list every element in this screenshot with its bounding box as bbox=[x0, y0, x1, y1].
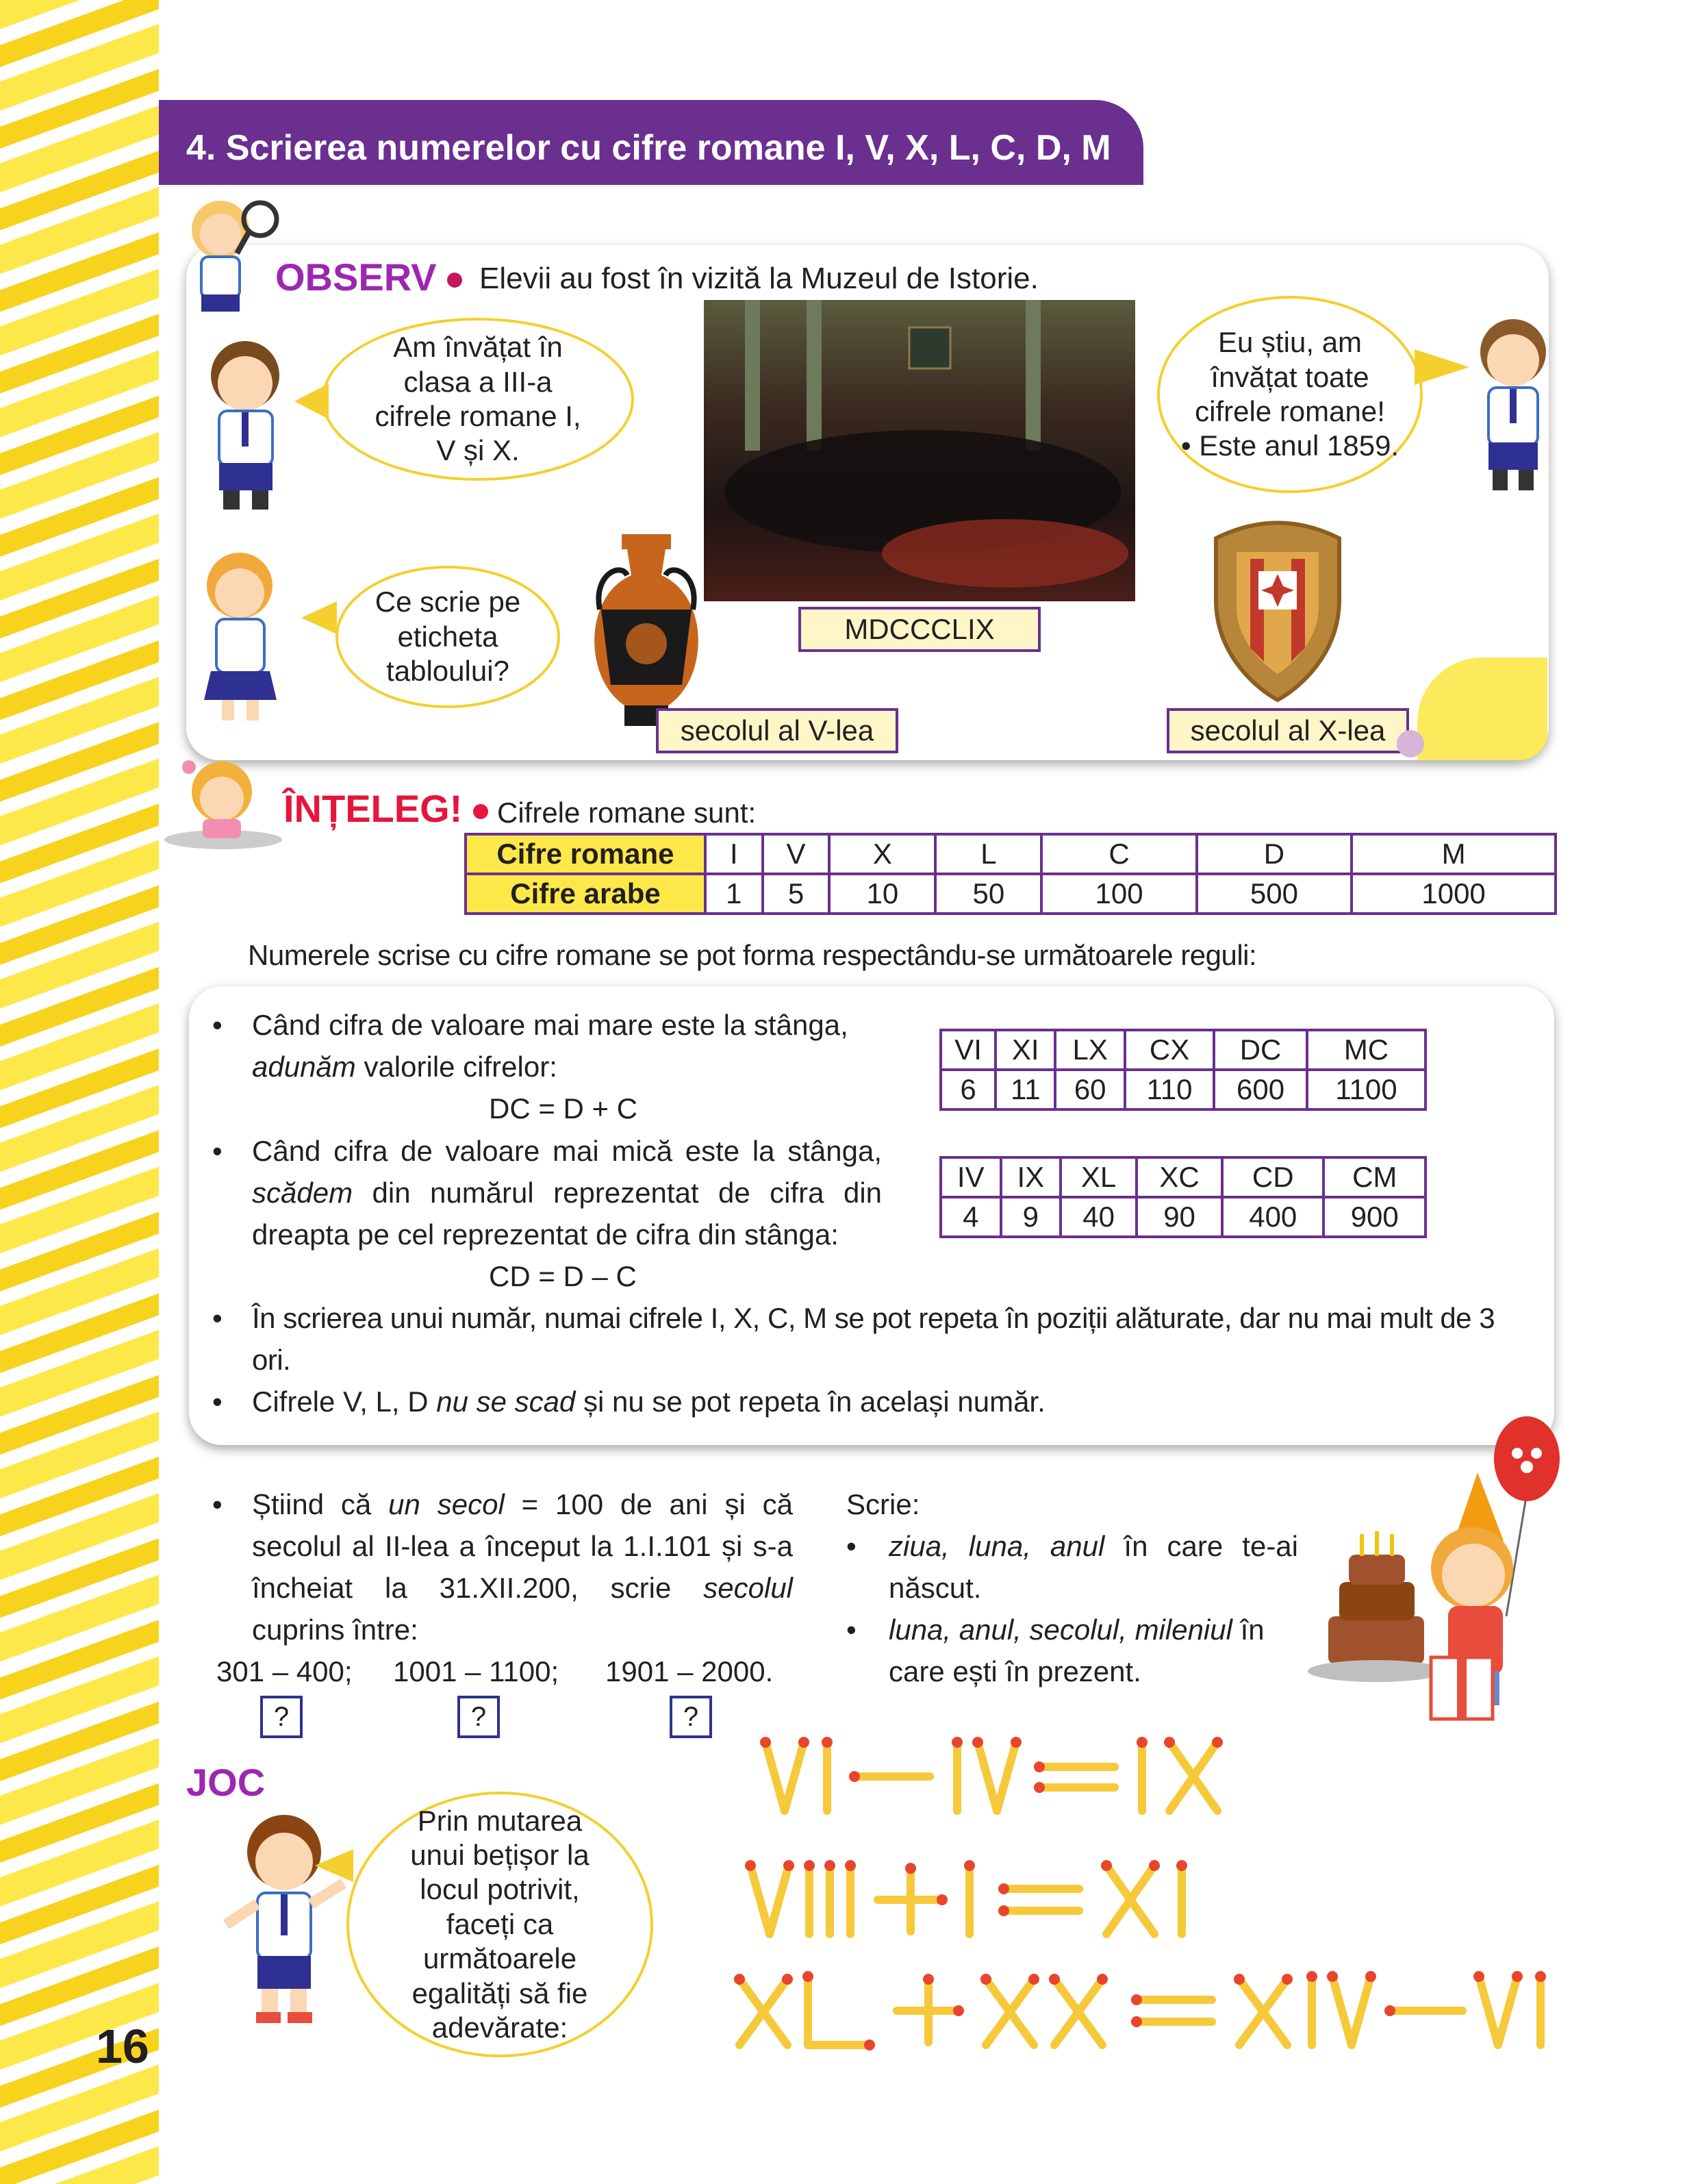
observ-label-text: OBSERV bbox=[275, 255, 437, 299]
bullet-icon: • bbox=[846, 1530, 857, 1562]
rule-2 bbox=[212, 1130, 890, 1297]
rule-4-text-b: și nu se pot repeta în același număr. bbox=[583, 1385, 1046, 1418]
painting-label: MDCCCLIX bbox=[798, 607, 1041, 652]
speech-bubble-left-2 bbox=[335, 566, 560, 708]
table-row bbox=[941, 1157, 1425, 1197]
table-cell: 11 bbox=[996, 1070, 1055, 1109]
lesson-title: 4. Scrierea numerelor cu cifre romane I, V, X, L, C, D, M bbox=[186, 128, 1111, 168]
rule-4-emphasis: nu se scad bbox=[436, 1385, 576, 1418]
rule-4-text-a: Cifrele V, L, D bbox=[252, 1385, 429, 1418]
speech-bubble-left-1 bbox=[322, 318, 634, 481]
table-cell: IX bbox=[1001, 1157, 1061, 1197]
bullet-icon: • bbox=[212, 1135, 223, 1167]
observ-label bbox=[275, 255, 462, 299]
table-cell: 60 bbox=[1055, 1070, 1125, 1109]
rule-2-example: CD = D – C bbox=[489, 1260, 637, 1292]
table-cell: D bbox=[1197, 834, 1352, 874]
table-row bbox=[466, 874, 1556, 914]
table-cell: L bbox=[935, 834, 1041, 874]
table-cell: XI bbox=[996, 1030, 1055, 1070]
matchstick-puzzle-3 bbox=[733, 1970, 1554, 2052]
table-cell: 600 bbox=[1214, 1070, 1307, 1109]
table-cell: 1 bbox=[705, 874, 763, 914]
table-cell: CD bbox=[1222, 1157, 1323, 1197]
bullet-icon: • bbox=[212, 1488, 223, 1520]
table-cell: 900 bbox=[1323, 1197, 1425, 1237]
rule-3-text: În scrierea unui număr, numai cifrele I, X, C, M se pot repeta în poziții alăturate, dar nu mai mult de 3 ori. bbox=[252, 1302, 1495, 1376]
table-cell: IV bbox=[941, 1157, 1001, 1197]
inteleg-intro: Cifrele romane sunt: bbox=[497, 796, 757, 829]
vase-label: secolul al V-lea bbox=[656, 708, 898, 753]
rule-1-text-a: Când cifra de valoare mai mare este la stânga, bbox=[252, 1009, 848, 1041]
table-cell: 6 bbox=[941, 1070, 996, 1109]
answer-box-1[interactable]: ? bbox=[260, 1696, 303, 1738]
rule-1-example: DC = D + C bbox=[489, 1092, 638, 1125]
table-cell: LX bbox=[1055, 1030, 1125, 1070]
rule-1-emphasis: adunăm bbox=[252, 1051, 356, 1083]
table-header-arabic: Cifre arabe bbox=[466, 874, 705, 914]
speech-bubble-left-1-text: Am învățat în clasa a III-a cifrele romane I, V și X. bbox=[375, 331, 581, 467]
matchstick-puzzle-2 bbox=[744, 1859, 1223, 1941]
table-cell: 1000 bbox=[1352, 874, 1556, 914]
answer-box-3[interactable]: ? bbox=[670, 1696, 712, 1738]
addition-examples-table bbox=[939, 1029, 1427, 1111]
greek-vase bbox=[579, 534, 713, 733]
rule-2-text-b: din numărul reprezentat de cifra din dreapta pe cel reprezentat de cifra din stânga: bbox=[252, 1177, 883, 1251]
bullet-icon: • bbox=[212, 1385, 223, 1418]
exercise-write-title: Scrie: bbox=[846, 1488, 920, 1520]
museum-painting bbox=[704, 300, 1135, 601]
exercise-write bbox=[846, 1483, 1298, 1692]
roman-numerals-table bbox=[464, 833, 1557, 915]
exercise-text-2: = 100 de ani și că secolul al II-lea a început la 1.I.101 și s-a încheiat la 31.XII.200, scrie bbox=[252, 1488, 794, 1604]
speech-bubble-right-line1: Eu știu, am învățat toate cifrele romane! bbox=[1195, 326, 1385, 427]
observ-intro: Elevii au fost în vizită la Muzeul de Istorie. bbox=[479, 262, 1039, 295]
joc-label: JOC bbox=[186, 1761, 266, 1804]
table-row bbox=[941, 1030, 1425, 1070]
speech-bubble-tail bbox=[301, 601, 337, 634]
girl-magnifier-figure bbox=[179, 192, 282, 318]
speech-bubble-right-line2-text: Este anul 1859. bbox=[1199, 429, 1399, 462]
exercise-text-3: cuprins între: bbox=[252, 1614, 418, 1646]
exercise-text-1: Știind că bbox=[252, 1488, 372, 1520]
rule-2-text-a: Când cifra de valoare mai mică este la stânga, bbox=[252, 1135, 882, 1167]
bullet-icon bbox=[473, 804, 488, 819]
decorative-pink-circle bbox=[1397, 730, 1424, 757]
bullet-icon bbox=[447, 273, 462, 288]
exercise-write-b2-emphasis: luna, anul, secolul, mileniul bbox=[889, 1614, 1232, 1646]
bullet-icon: • bbox=[212, 1009, 223, 1041]
rule-3 bbox=[212, 1297, 1541, 1381]
speech-bubble-right-line2: • Este anul 1859. bbox=[1180, 429, 1399, 462]
birthday-illustration bbox=[1301, 1411, 1561, 1726]
table-header-roman: Cifre romane bbox=[466, 834, 705, 874]
table-cell: 40 bbox=[1061, 1197, 1137, 1237]
bullet-icon: • bbox=[212, 1302, 223, 1334]
speech-bubble-tail bbox=[294, 384, 329, 419]
boy-figure-right bbox=[1465, 312, 1561, 497]
table-cell: DC bbox=[1214, 1030, 1307, 1070]
boy-figure-joc bbox=[219, 1808, 349, 2027]
table-cell: XL bbox=[1061, 1157, 1137, 1197]
exercise-write-b2-text: în care ești în prezent. bbox=[889, 1614, 1265, 1687]
page-number: 16 bbox=[96, 2020, 149, 2073]
exercise-centuries bbox=[212, 1483, 794, 1650]
table-cell: 50 bbox=[935, 874, 1041, 914]
table-cell: 9 bbox=[1001, 1197, 1061, 1237]
table-cell: MC bbox=[1307, 1030, 1425, 1070]
rules-intro: Numerele scrise cu cifre romane se pot forma respectându-se următoarele reguli: bbox=[248, 939, 1257, 971]
table-row bbox=[941, 1197, 1425, 1237]
boy-figure-left bbox=[190, 334, 307, 512]
table-cell: C bbox=[1041, 834, 1196, 874]
inteleg-label-text: ÎNȚELEG! bbox=[283, 787, 463, 830]
table-cell: V bbox=[763, 834, 830, 874]
table-cell: CX bbox=[1125, 1030, 1214, 1070]
bullet-icon: • bbox=[846, 1614, 857, 1646]
speech-bubble-right bbox=[1157, 296, 1423, 493]
table-cell: 5 bbox=[763, 874, 830, 914]
table-cell: 1100 bbox=[1307, 1070, 1425, 1109]
table-cell: 10 bbox=[829, 874, 935, 914]
table-cell: VI bbox=[941, 1030, 996, 1070]
exercise-write-b1-text: în care te-ai născut. bbox=[889, 1530, 1298, 1604]
speech-bubble-left-2-text: Ce scrie pe eticheta tabloului? bbox=[375, 586, 521, 688]
speech-bubble-joc bbox=[346, 1792, 653, 2057]
rule-1 bbox=[212, 1004, 890, 1129]
shield bbox=[1209, 518, 1346, 703]
answer-box-2[interactable]: ? bbox=[457, 1696, 500, 1738]
decorative-stripe-band bbox=[0, 0, 159, 2184]
century-range-2: 1001 – 1100; bbox=[393, 1655, 559, 1687]
table-cell: M bbox=[1352, 834, 1556, 874]
table-cell: 90 bbox=[1137, 1197, 1222, 1237]
exercise-emphasis-1: un secol bbox=[388, 1488, 505, 1520]
exercise-emphasis-2: secolul bbox=[703, 1572, 794, 1604]
matchstick-puzzle-1 bbox=[759, 1735, 1238, 1818]
speech-bubble-tail bbox=[1415, 349, 1469, 385]
table-cell: 110 bbox=[1125, 1070, 1214, 1109]
exercise-write-b1-emphasis: ziua, luna, anul bbox=[889, 1530, 1105, 1562]
table-row bbox=[941, 1070, 1425, 1109]
table-cell: 100 bbox=[1041, 874, 1196, 914]
table-cell: I bbox=[705, 834, 763, 874]
table-cell: CM bbox=[1323, 1157, 1425, 1197]
table-cell: 500 bbox=[1197, 874, 1352, 914]
century-range-1: 301 – 400; bbox=[216, 1655, 353, 1687]
subtraction-examples-table bbox=[939, 1156, 1427, 1238]
table-cell: 400 bbox=[1222, 1197, 1323, 1237]
shield-label: secolul al X-lea bbox=[1167, 708, 1409, 753]
table-cell: XC bbox=[1137, 1157, 1222, 1197]
inteleg-label bbox=[283, 786, 488, 831]
table-cell: 4 bbox=[941, 1197, 1001, 1237]
century-range-3: 1901 – 2000. bbox=[605, 1655, 774, 1687]
rule-1-text-b: valorile cifrelor: bbox=[364, 1051, 557, 1083]
speech-bubble-joc-text: Prin mutarea unui bețișor la locul potrivit, faceți ca următoarele egalități să fie adevărate: bbox=[410, 1804, 590, 2044]
table-cell: X bbox=[829, 834, 935, 874]
girl-figure-left bbox=[190, 548, 293, 726]
girl-thinking-figure bbox=[162, 753, 285, 849]
rule-2-emphasis: scădem bbox=[252, 1177, 353, 1209]
table-row bbox=[466, 834, 1556, 874]
speech-bubble-tail bbox=[315, 1849, 353, 1882]
